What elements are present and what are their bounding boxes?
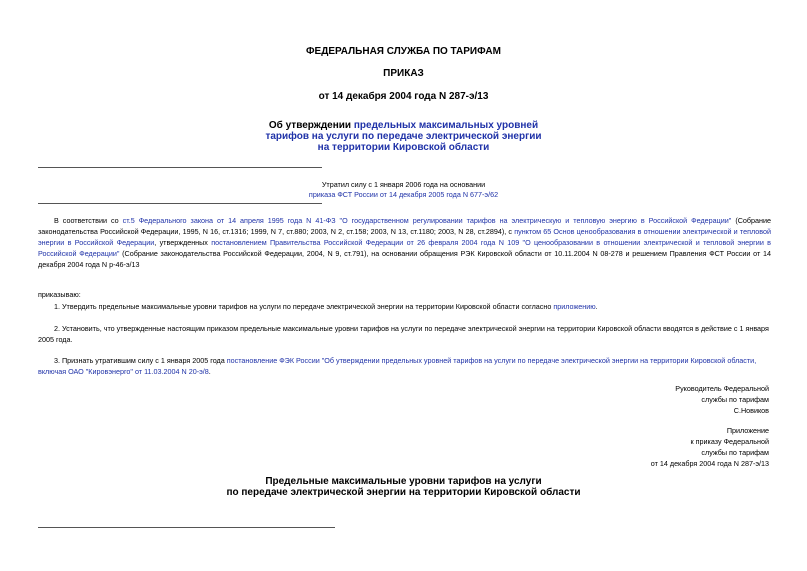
order-word: приказываю: [38,290,81,299]
signature-line-1: Руководитель Федеральной [675,384,769,393]
appendix-line-1: Приложение [726,426,769,435]
item-1-end: . [595,302,598,311]
preamble-text-4: (Собрание законодательства Российской Федерации, 2004, N 9, ст.791), на основании обращения РЭК Кировской области от 10.11.2004 N 08-278 и решением Правления ФСТ России от 14 декабря 2004 года N р-46-э/13 [38,249,771,269]
title-link-part1[interactable]: предельных максимальных уровней [353,120,539,131]
government-resolution-link[interactable]: постановлением Правительства Российской Федерации от 26 февраля 2004 года N 109 "О ценообразовании в отношении электрической и тепловой энергии в Российской Федерации" [38,238,771,258]
appendix-link[interactable]: приложению [553,302,596,311]
divider-status [38,203,322,204]
item-3-end: . [208,367,211,376]
appendix-line-3: службы по тарифам [701,448,769,457]
preamble-text-3: , утвержденных [154,238,212,247]
preamble-text-2: (Собрание законодательства Российской Федерации, 1995, N 16, ст.1316; 1999, N 7, ст.880; 2003, N 2, ст.158; 2003, N 13, ст.1180; 2003, N 28, ст.2894), с [38,216,772,236]
agency-heading: ФЕДЕРАЛЬНАЯ СЛУЖБА ПО ТАРИФАМ [306,46,501,57]
law-link[interactable]: ст.5 Федерального закона от 14 апреля 1995 года N 41-ФЗ "О государственном регулировании тарифов на электрическую и тепловую энергию в Российской Федерации" [122,216,732,225]
status-note-text: Утратил силу с 1 января 2006 года на основании [321,180,486,189]
appendix-line-4: от 14 декабря 2004 года N 287-э/13 [650,459,769,468]
doc-date-number: от 14 декабря 2004 года N 287-э/13 [318,91,489,102]
title-link-part3[interactable]: на территории Кировской области [317,142,490,153]
pricing-basics-link[interactable]: пунктом 65 Основ ценообразования в отношении электрической и тепловой энергии в Российской Федерации [38,227,771,247]
appendix-caption [569,425,769,469]
preamble-paragraph [38,215,771,270]
divider-top [38,167,322,168]
status-note-link[interactable]: приказа ФСТ России от 14 декабря 2005 года N 677-э/62 [308,190,499,199]
item-3 [38,355,771,377]
title-prefix: Об утверждении [268,120,354,131]
appendix-title-line-1: Предельные максимальные уровни тарифов на услуги [265,476,542,487]
appendix-title-line-2: по передаче электрической энергии на территории Кировской области [226,487,581,498]
signature-line-2: службы по тарифам [701,395,769,404]
item-3-text: 3. Признать утратившим силу с 1 января 2005 года [54,356,227,365]
doc-type-heading: ПРИКАЗ [383,68,424,79]
divider-bottom [38,527,335,528]
signature-name: С.Новиков [733,406,769,415]
status-note [0,180,807,200]
item-1-text: 1. Утвердить предельные максимальные уровни тарифов на услуги по передаче электрической энергии на территории Кировской области согласно [54,302,554,311]
item-1 [38,301,771,312]
appendix-title [0,476,807,498]
appendix-line-2: к приказу Федеральной [690,437,769,446]
fek-resolution-link[interactable]: постановление ФЭК России "Об утверждении предельных уровней тарифов на услуги по передаче электрической энергии на территории Кировской области, включая ОАО "Кировэнерго" от 11.03.2004 N 20-э/8 [38,356,757,376]
signature-block [569,383,769,416]
preamble-text-1: В соответствии со [54,216,123,225]
title-link-part2[interactable]: тарифов на услуги по передаче электрической энергии [265,131,542,142]
item-2: 2. Установить, что утвержденные настоящим приказом предельные максимальные уровни тарифов на услуги по передаче электрической энергии на территории Кировской области вводятся в действие с 1 января 2005 года. [38,324,769,344]
document-title [0,120,807,153]
